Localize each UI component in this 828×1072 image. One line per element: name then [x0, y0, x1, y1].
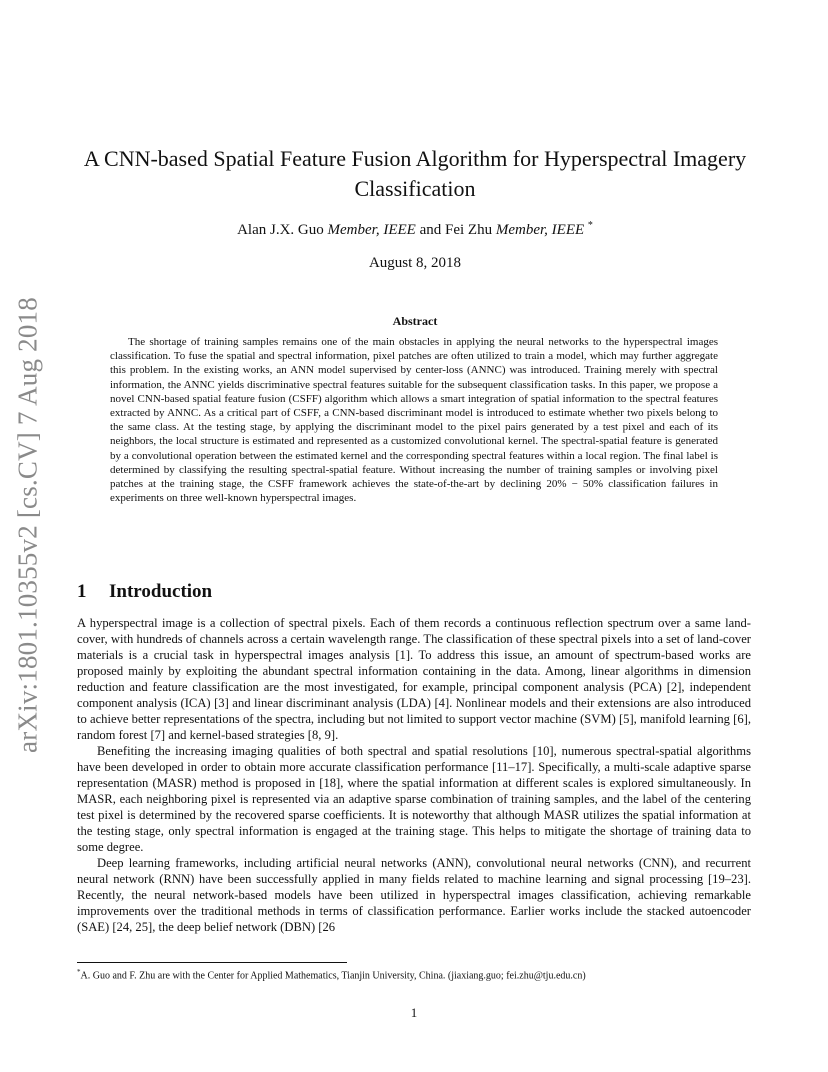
author-footnote-mark: *: [587, 220, 593, 231]
author-affiliation-2: Member, IEEE: [495, 222, 585, 238]
abstract-text: The shortage of training samples remains one of the main obstacles in applying the neural networks to the hyperspectral images classification. To fuse the spatial and spectral information, pixel patches are often utilized to train a model, which may further aggregate this problem. In the existing works, an ANN model supervised by center-loss (ANNC) was introduced. Training merely with spectral information, the ANNC yields discriminative spectral features suitable for the subsequent classification tasks. In this paper, we propose a novel CNN-based spatial feature fusion (CSFF) algorithm which allows a smart integration of spatial information to the spectral features extracted by ANNC. As a critical part of CSFF, a CNN-based discriminant model is introduced to estimate whether two pixels belong to the same class. At the testing stage, by applying the discriminant model to the pixel pairs generated by a test pixel and each of its neighbors, the local structure is estimated and represented as a customized convolutional kernel. The spectral-spatial feature is generated by a convolutional operation between the estimated kernel and the corresponding spectral features within a local region. The final label is determined by classifying the resulting spectral-spatial feature. Without increasing the number of training samples or involving pixel patches at the training stage, the CSFF framework achieves the state-of-the-art by declining 20% − 50% classification failures in experiments on three well-known hyperspectral images.: [110, 336, 718, 505]
body-paragraph: A hyperspectral image is a collection of spectral pixels. Each of them records a continuous reflection spectrum over a same land-cover, with hundreds of channels across a certain wavelength range. The classification of these spectral pixels into a set of land-cover materials is a crucial task in hyperspectral images analysis [1]. To address this issue, an amount of spectrum-based works are proposed mainly by exploiting the abundant spectral information containing in the data. Among, linear algorithms in dimension reduction and feature classification are the most investigated, for example, principal component analysis (PCA) [2], independent component analysis (ICA) [3] and linear discriminant analysis (LDA) [4]. Nonlinear models and their extensions are also introduced to achieve better representations of the spectra, including but not limited to support vector machine (SVM) [5], manifold learning [6], random forest [7] and kernel-based strategies [8, 9].: [77, 616, 751, 742]
author-name-1: Alan J.X. Guo: [237, 222, 324, 238]
page-number: 1: [410, 1005, 418, 1020]
section-number: 1: [77, 581, 87, 602]
section-body: [77, 615, 751, 935]
arxiv-identifier: [12, 295, 44, 755]
body-paragraph: Benefiting the increasing imaging qualities of both spectral and spatial resolutions [10], numerous spectral-spatial algorithms have been developed in order to obtain more accurate classification performance [11–17]. Specifically, a multi-scale adaptive sparse representation (MASR) method is proposed in [18], where the spatial information at different scales is explored simultaneously. In MASR, each neighboring pixel is represented via an adaptive sparse combination of training samples, and the label of the centering test pixel is determined by the recovered sparse coefficients. It is noteworthy that although MASR utilizes the spatial information at the testing stage, only spectral information is engaged at the training stage. This helps to mitigate the shortage of training data to some degree.: [77, 744, 751, 854]
section-title: Introduction: [109, 581, 213, 602]
footnote: [77, 966, 751, 982]
footnote-rule: [77, 962, 347, 963]
paper-title: A CNN-based Spatial Feature Fusion Algorithm for Hyperspectral Imagery Classification: [83, 146, 747, 201]
abstract-heading: Abstract: [392, 314, 438, 328]
arxiv-identifier-text: arXiv:1801.10355v2 [cs.CV] 7 Aug 2018: [12, 297, 43, 753]
author-name-2: Fei Zhu: [445, 222, 493, 238]
paper-date: August 8, 2018: [368, 255, 462, 271]
section-heading: [77, 581, 212, 603]
author-line: [80, 220, 750, 239]
footnote-text: A. Guo and F. Zhu are with the Center for Applied Mathematics, Tianjin University, China. (jiaxiang.guo; fei.zhu@tju.edu.cn): [80, 970, 586, 982]
author-affiliation-1: Member, IEEE: [327, 222, 416, 238]
footnote-mark: *: [77, 968, 81, 976]
author-conjunction: and: [419, 222, 442, 238]
body-paragraph: Deep learning frameworks, including artificial neural networks (ANN), convolutional neural networks (CNN), and recurrent neural network (RNN) have been successfully applied in many fields related to machine learning and signal processing [19–23]. Recently, the neural network-based models have been utilized in hyperspectral images classification, achieving remarkable improvements over the traditional methods in terms of classification performance. Earlier works include the stacked autoencoder (SAE) [24, 25], the deep belief network (DBN) [26: [77, 856, 751, 934]
